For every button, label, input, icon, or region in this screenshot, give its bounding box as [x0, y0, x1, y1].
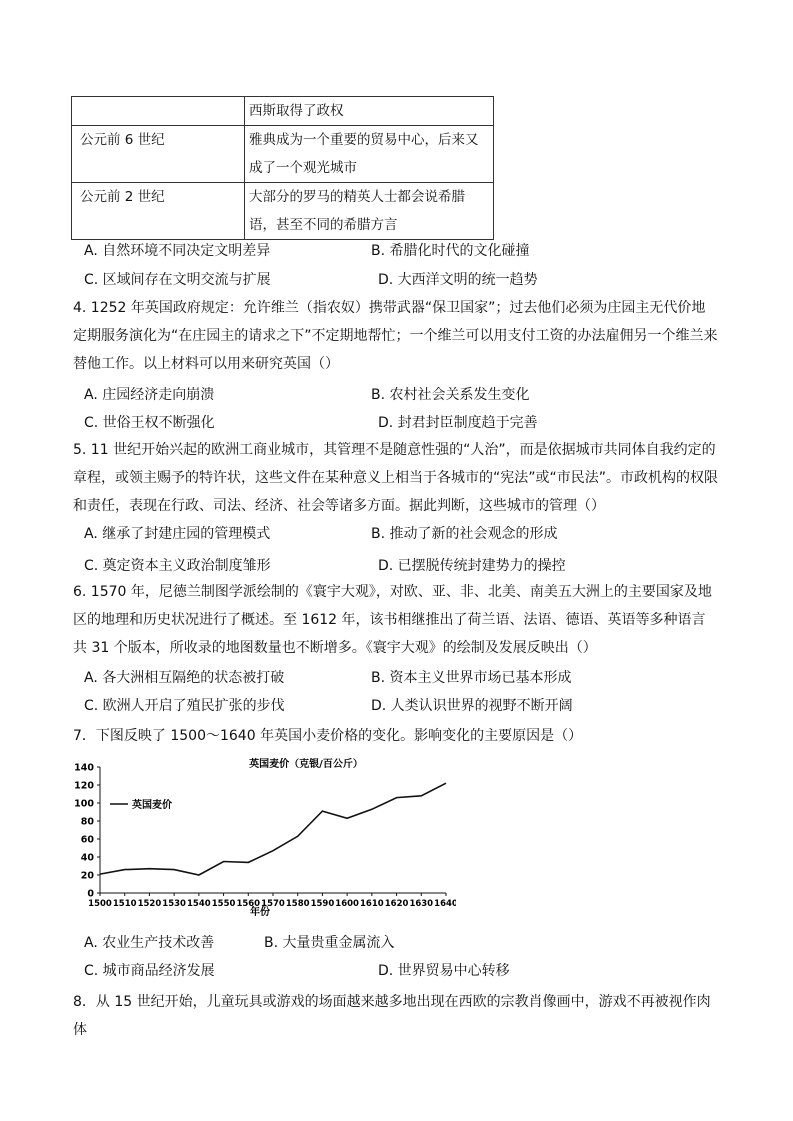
period-cell	[72, 97, 245, 126]
x-tick-label: 1620	[384, 899, 409, 909]
context-table	[71, 96, 494, 240]
chart-title: 英国麦价（克银/百公斤）	[249, 759, 363, 770]
q4-option-d[interactable]: D. 封君封臣制度趋于完善	[378, 415, 538, 431]
q3-option-b[interactable]: B. 希腊化时代的文化碰撞	[371, 243, 530, 259]
q5-option-d[interactable]: D. 已摆脱传统封建势力的操控	[378, 558, 566, 574]
q5-option-a[interactable]: A. 继承了封建庄园的管理模式	[84, 526, 271, 542]
q6-option-d[interactable]: D. 人类认识世界的视野不断开阔	[371, 698, 573, 714]
q6-option-c[interactable]: C. 欧洲人开启了殖民扩张的步伐	[84, 698, 285, 714]
table-row	[72, 183, 494, 240]
question-6	[73, 578, 718, 662]
line-chart	[66, 755, 456, 920]
table-row	[72, 126, 494, 183]
event-cell: 西斯取得了政权	[245, 97, 494, 126]
question-5	[73, 436, 718, 520]
y-tick-label: 140	[74, 762, 94, 774]
period-cell: 公元前 2 世纪	[72, 183, 245, 240]
x-axis-label: 年份	[250, 907, 270, 918]
y-tick-label: 100	[74, 798, 94, 810]
x-tick-label: 1560	[236, 899, 261, 909]
x-tick-label: 1510	[112, 899, 137, 909]
x-tick-label: 1640	[434, 899, 456, 909]
x-tick-label: 1520	[137, 899, 162, 909]
question-8	[73, 988, 718, 1044]
q7-option-b[interactable]: B. 大量贵重金属流入	[264, 935, 395, 951]
question-stem: 6. 1570 年，尼德兰制图学派绘制的《寰宇大观》，对欧、亚、非、北美、南美五大洲上的主要国家及地区的地理和历史状况进行了概述。至 1612 年，该书相继推出了荷兰语、法语、德语、英语等多种语言共 31 个版本，所收录的地图数量也不断增多。《寰宇大观》的绘制及发展反映出（）	[73, 584, 712, 656]
wheat-price-chart	[66, 755, 456, 920]
y-tick-label: 0	[87, 888, 94, 900]
event-cell: 雅典成为一个重要的贸易中心，后来又成了一个观光城市	[245, 126, 494, 183]
question-stem: 7．下图反映了 1500～1640 年英国小麦价格的变化。影响变化的主要原因是（）	[73, 728, 583, 744]
q3-option-a[interactable]: A. 自然环境不同决定文明差异	[84, 243, 271, 259]
y-tick-label: 120	[74, 780, 94, 792]
x-tick-label: 1630	[409, 899, 434, 909]
event-cell: 大部分的罗马的精英人士都会说希腊语，甚至不同的希腊方言	[245, 183, 494, 240]
question-4	[73, 294, 718, 378]
q3-option-d[interactable]: D. 大西洋文明的统一趋势	[378, 272, 538, 288]
y-tick-label: 40	[80, 852, 94, 864]
y-tick-label: 60	[80, 834, 94, 846]
y-tick-label: 20	[80, 870, 94, 882]
x-tick-label: 1590	[310, 899, 335, 909]
question-stem: 5. 11 世纪开始兴起的欧洲工商业城市，其管理不是随意性强的“人治”，而是依据城市共同体自我约定的章程，或领主赐予的特许状，这些文件在某种意义上相当于各城市的“宪法”或“市民法”。市政机构的权限和责任，表现在行政、司法、经济、社会等诸多方面。据此判断，这些城市的管理（）	[73, 442, 719, 514]
q5-option-b[interactable]: B. 推动了新的社会观念的形成	[371, 526, 558, 542]
q7-option-a[interactable]: A. 农业生产技术改善	[84, 935, 215, 951]
q4-option-c[interactable]: C. 世俗王权不断强化	[84, 415, 215, 431]
x-tick-label: 1550	[211, 899, 236, 909]
x-tick-label: 1600	[335, 899, 359, 909]
table-row	[72, 97, 494, 126]
q6-option-a[interactable]: A. 各大洲相互隔绝的状态被打破	[84, 670, 285, 686]
x-tick-label: 1540	[187, 899, 211, 909]
series-line-wheat-price	[100, 783, 446, 875]
q3-option-c[interactable]: C. 区域间存在文明交流与扩展	[84, 272, 271, 288]
x-tick-label: 1580	[285, 899, 310, 909]
q6-option-b[interactable]: B. 资本主义世界市场已基本形成	[371, 670, 572, 686]
legend-label: 英国麦价	[132, 800, 172, 811]
q4-option-a[interactable]: A. 庄园经济走向崩溃	[84, 387, 215, 403]
x-tick-label: 1500	[88, 899, 112, 909]
x-tick-label: 1530	[162, 899, 186, 909]
question-7	[73, 722, 718, 750]
x-tick-label: 1610	[360, 899, 384, 909]
q4-option-b[interactable]: B. 农村社会关系发生变化	[371, 387, 530, 403]
q7-option-d[interactable]: D. 世界贸易中心转移	[378, 963, 510, 979]
period-cell: 公元前 6 世纪	[72, 126, 245, 183]
q5-option-c[interactable]: C. 奠定资本主义政治制度雏形	[84, 558, 271, 574]
question-stem: 4. 1252 年英国政府规定：允许维兰（指农奴）携带武器“保卫国家”；过去他们必须为庄园主无代价地定期服务演化为“在庄园主的请求之下”不定期地帮忙；一个维兰可以用支付工资的办法雇佣另一个维兰来替他工作。以上材料可以用来研究英国（）	[73, 300, 718, 372]
y-tick-label: 80	[80, 816, 94, 828]
x-tick-label: 1570	[261, 899, 285, 909]
question-stem: 8．从 15 世纪开始，儿童玩具或游戏的场面越来越多地出现在西欧的宗教肖像画中，游戏不再被视作肉体	[73, 994, 711, 1038]
q7-option-c[interactable]: C. 城市商品经济发展	[84, 963, 215, 979]
